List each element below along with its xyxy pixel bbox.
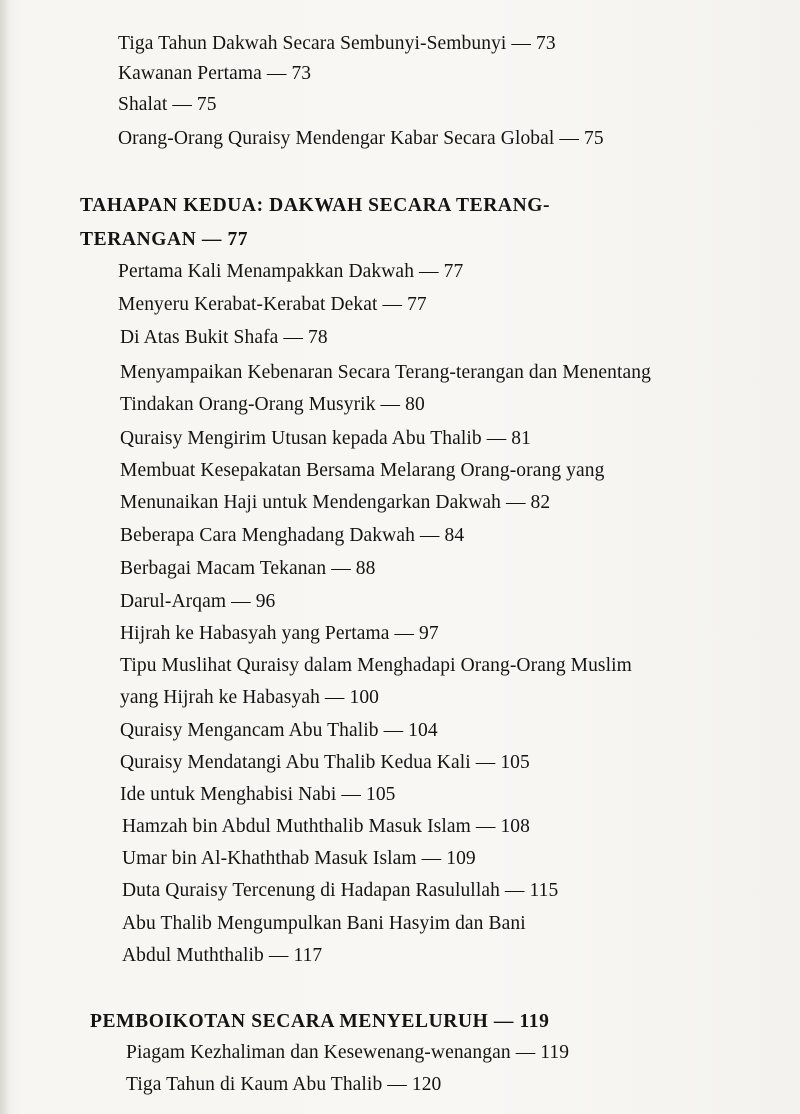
- toc-entry: Hijrah ke Habasyah yang Pertama — 97: [120, 623, 439, 644]
- toc-entry: Abdul Muththalib — 117: [122, 945, 323, 966]
- toc-entry: Menyeru Kerabat-Kerabat Dekat — 77: [118, 294, 427, 315]
- toc-entry: Piagam Kezhaliman dan Kesewenang-wenangan — 119: [126, 1042, 570, 1063]
- toc-entry: Tiga Tahun Dakwah Secara Sembunyi-Sembunyi — 73: [118, 33, 556, 54]
- section-heading: TAHAPAN KEDUA: DAKWAH SECARA TERANG-: [80, 195, 551, 216]
- toc-entry: yang Hijrah ke Habasyah — 100: [120, 687, 380, 708]
- toc-entry: Abu Thalib Mengumpulkan Bani Hasyim dan Bani: [122, 913, 526, 934]
- toc-entry: Shalat — 75: [118, 94, 217, 115]
- section-heading: TERANGAN — 77: [80, 229, 249, 250]
- toc-entry: Menyampaikan Kebenaran Secara Terang-terangan dan Menentang: [120, 362, 651, 383]
- toc-entry: Tindakan Orang-Orang Musyrik — 80: [120, 394, 425, 415]
- toc-entry: Menunaikan Haji untuk Mendengarkan Dakwah — 82: [120, 492, 551, 513]
- toc-entry: Berbagai Macam Tekanan — 88: [120, 558, 376, 579]
- section-heading: PEMBOIKOTAN SECARA MENYELURUH — 119: [90, 1011, 550, 1032]
- toc-entry: Membuat Kesepakatan Bersama Melarang Orang-orang yang: [120, 460, 605, 481]
- toc-entry: Tiga Tahun di Kaum Abu Thalib — 120: [126, 1074, 442, 1095]
- toc-entry: Umar bin Al-Khaththab Masuk Islam — 109: [122, 848, 476, 869]
- toc-entry: Quraisy Mendatangi Abu Thalib Kedua Kali — 105: [120, 752, 530, 773]
- toc-entry: Quraisy Mengancam Abu Thalib — 104: [120, 720, 438, 741]
- toc-entry: Darul-Arqam — 96: [120, 591, 276, 612]
- toc-entry: Tipu Muslihat Quraisy dalam Menghadapi Orang-Orang Muslim: [120, 655, 632, 676]
- toc-entry: Duta Quraisy Tercenung di Hadapan Rasulullah — 115: [122, 880, 559, 901]
- toc-entry: Hamzah bin Abdul Muththalib Masuk Islam — 108: [122, 816, 531, 837]
- toc-entry: Beberapa Cara Menghadang Dakwah — 84: [120, 525, 465, 546]
- toc-entry: Quraisy Mengirim Utusan kepada Abu Thalib — 81: [120, 428, 531, 449]
- toc-entry: Pertama Kali Menampakkan Dakwah — 77: [118, 261, 464, 282]
- toc-entry: Ide untuk Menghabisi Nabi — 105: [120, 784, 396, 805]
- toc-entry: Orang-Orang Quraisy Mendengar Kabar Secara Global — 75: [118, 128, 604, 149]
- toc-entry: Kawanan Pertama — 73: [118, 63, 312, 84]
- toc-entry: Di Atas Bukit Shafa — 78: [120, 327, 328, 348]
